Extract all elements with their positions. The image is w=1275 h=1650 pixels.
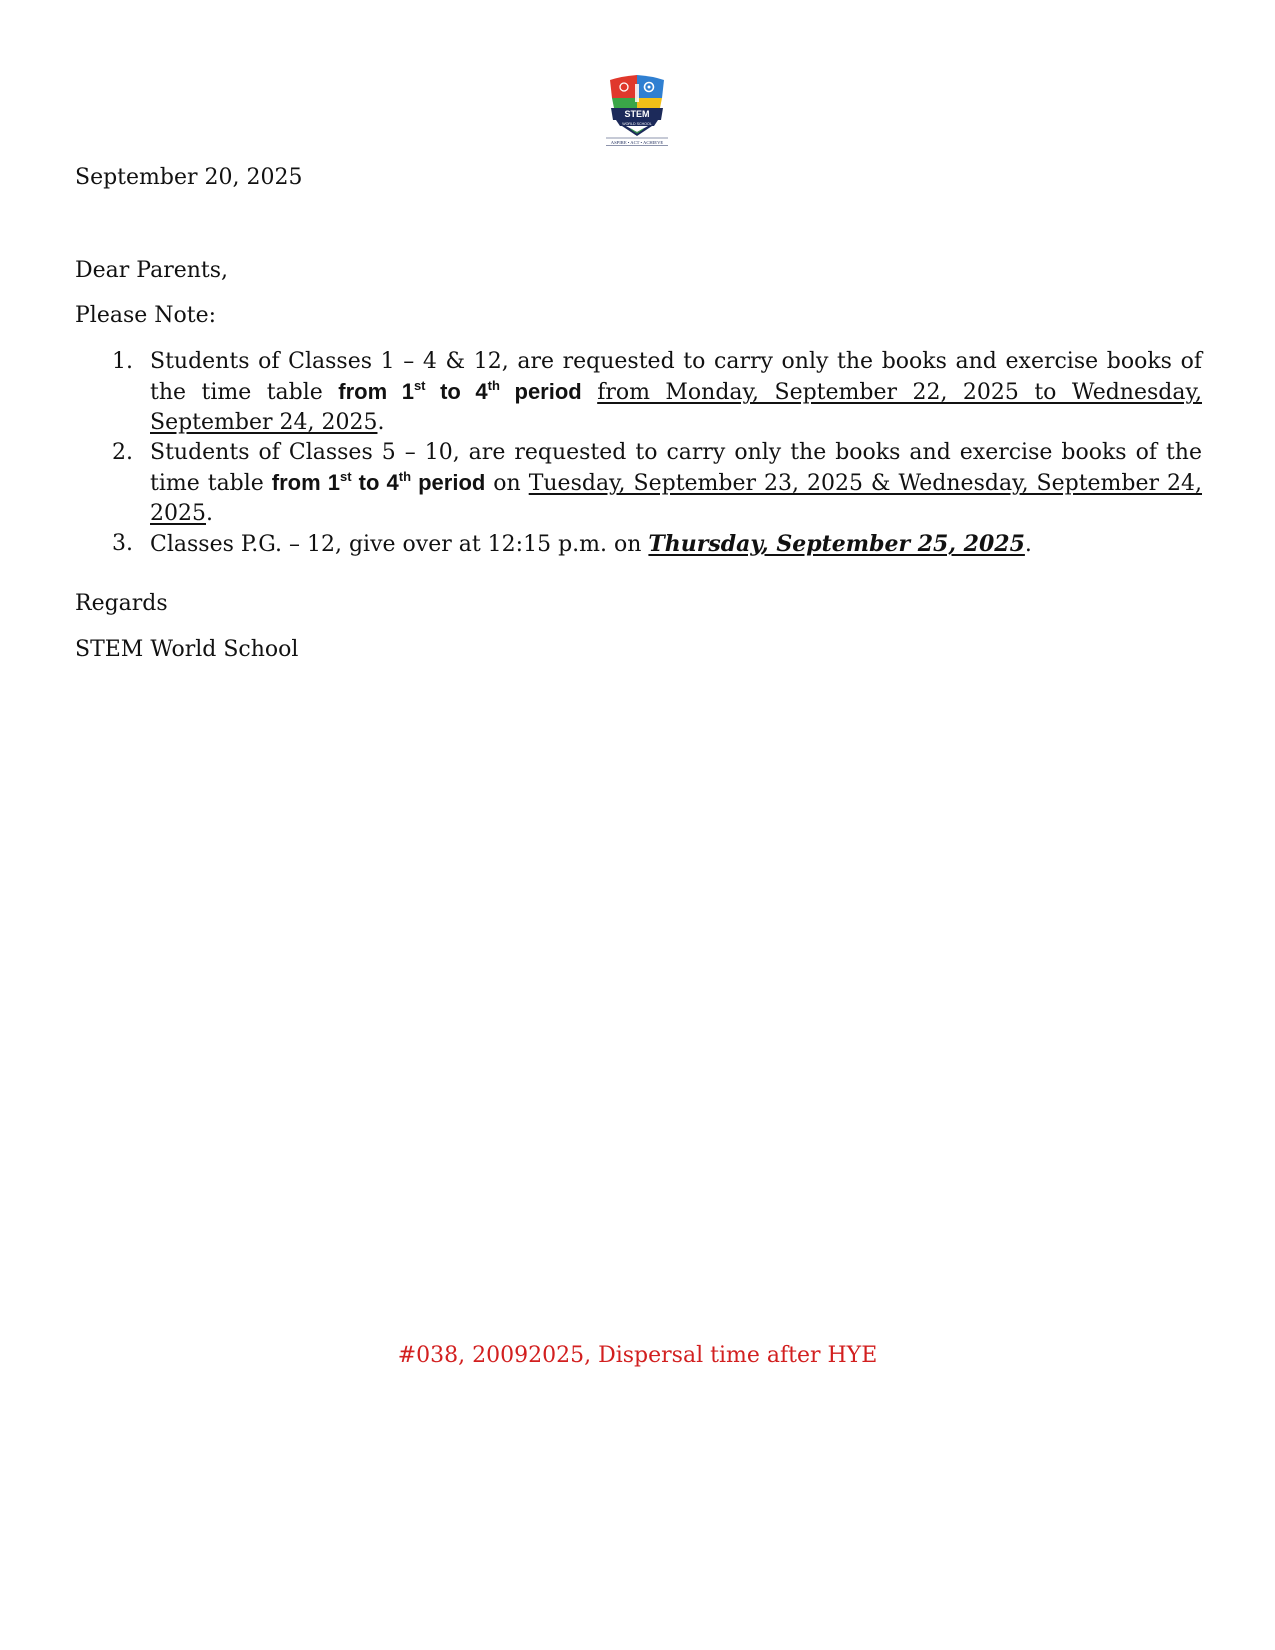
stem-world-school-logo-icon [604, 74, 670, 146]
note-number: 3. [112, 531, 133, 556]
date-range: from Monday, September 22, 2025 to Wednesday, September 24, 2025 [150, 380, 1202, 435]
note-text: Students of Classes 1 – 4 & 12, are requested to carry only the books and exercise books of the time table [150, 349, 1202, 405]
letter-intro: Please Note: [75, 303, 217, 328]
reference-footer: #038, 20092025, Dispersal time after HYE [397, 1343, 878, 1368]
logo-text: STEM [624, 109, 650, 119]
dispersal-date: Thursday, September 25, 2025 [648, 531, 1025, 557]
note-item-2: 2. Students of Classes 5 – 10, are requested to carry only the books and exercise books of the time table from 1st to 4th period on Tuesday, September 23, 2025 & Wednesday, September 24, 2025. [112, 440, 1202, 526]
logo-green-quadrant [612, 98, 637, 108]
logo-blue-quadrant [637, 75, 664, 98]
note-item-3: 3. Classes P.G. – 12, give over at 12:15 p.m. on Thursday, September 25, 2025. [112, 531, 1032, 557]
period-range: from 1st to 4th period [271, 469, 486, 495]
note-item-1: 1. Students of Classes 1 – 4 & 12, are requested to carry only the books and exercise books of the time table from 1st to 4th period from Monday, September 22, 2025 to Wednesday, September 24, 2025. [112, 349, 1202, 435]
letter-closing: Regards [75, 591, 168, 616]
logo-subtext: WORLD SCHOOL [622, 121, 652, 126]
logo-motto: ASPIRE • ACT • ACHIEVE [610, 140, 664, 145]
logo-red-quadrant [610, 75, 637, 98]
note-number: 1. [112, 349, 133, 374]
logo-chevron [622, 126, 652, 136]
period-range: from 1st to 4th period [338, 378, 582, 404]
letter-date: September 20, 2025 [75, 165, 303, 190]
note-text: Students of Classes 5 – 10, are requested to carry only the books and exercise books of the time table [150, 440, 1202, 496]
date-range: Tuesday, September 23, 2025 & Wednesday, September 24, 2025 [150, 471, 1202, 526]
logo-yellow-quadrant [637, 98, 662, 108]
note-text: Classes P.G. – 12, give over at 12:15 p.m. on [150, 532, 649, 557]
notes-list [75, 347, 1202, 560]
letter-greeting: Dear Parents, [75, 258, 229, 283]
logo-rocket-icon [635, 84, 639, 102]
letter-signature: STEM World School [75, 637, 299, 662]
note-number: 2. [112, 440, 133, 465]
school-logo [604, 74, 670, 146]
